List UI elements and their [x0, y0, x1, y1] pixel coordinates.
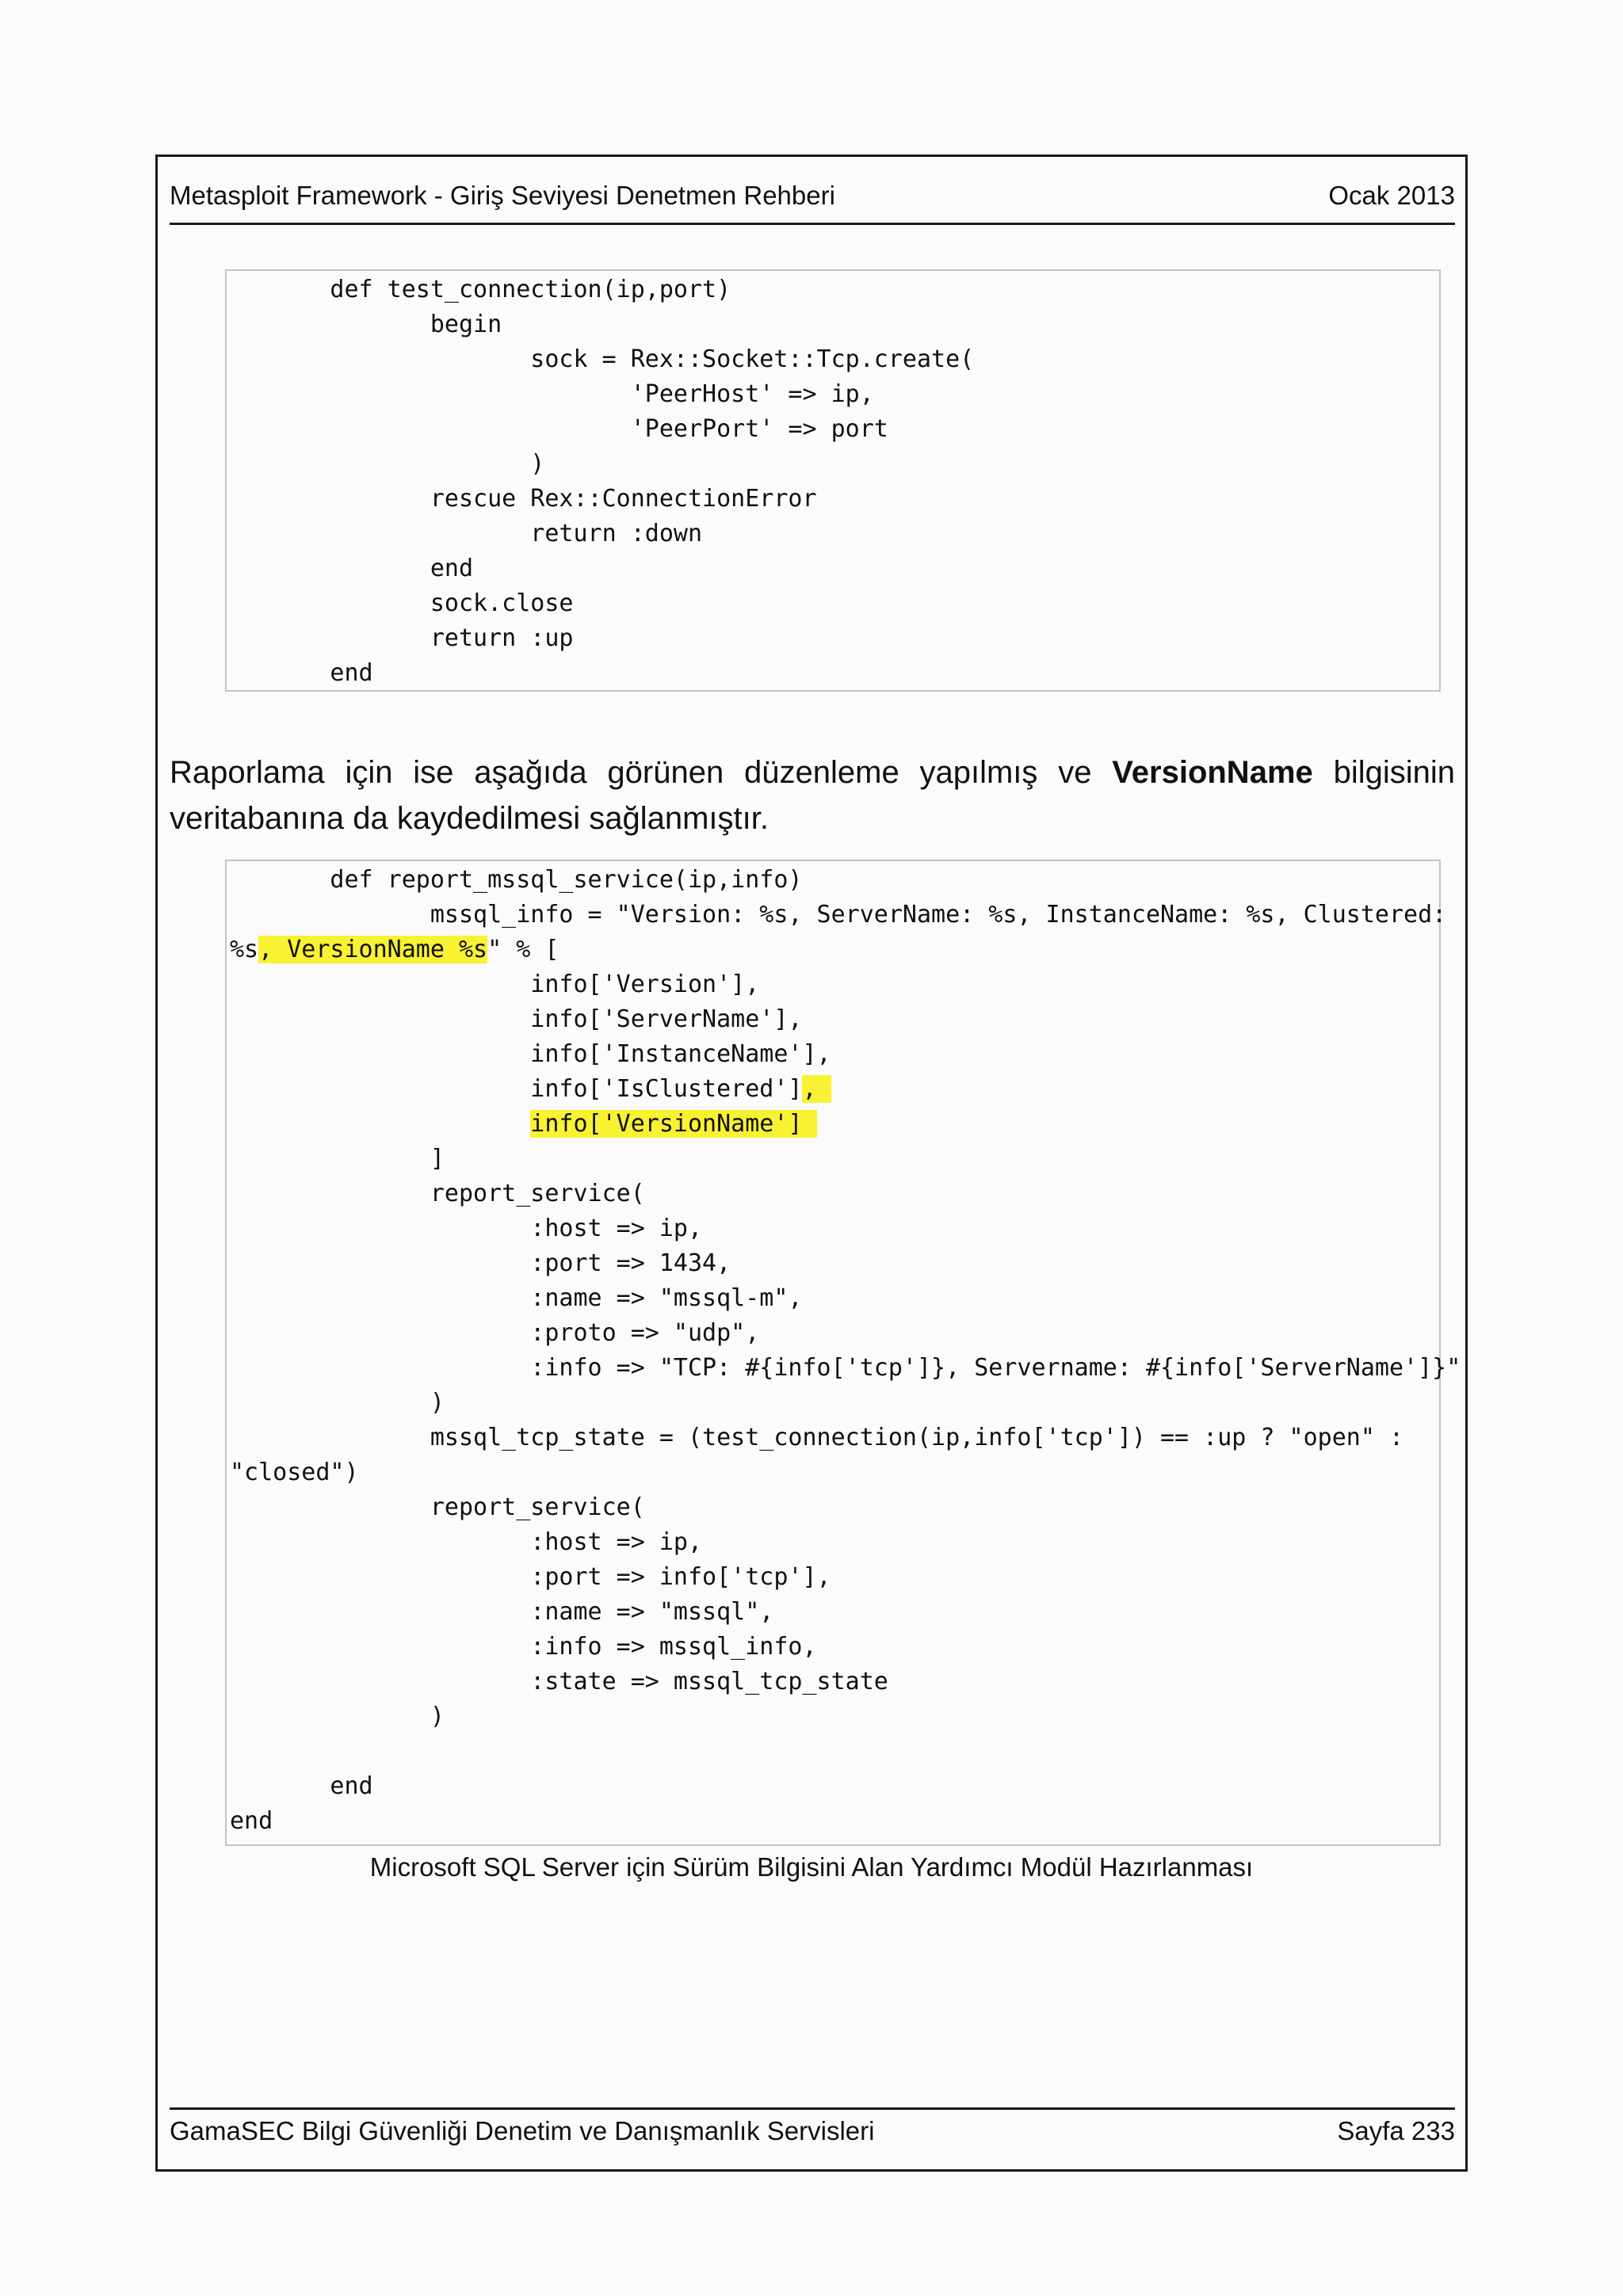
code-line: :info => mssql_info,: [230, 1633, 817, 1661]
highlighted-code: , VersionName %s: [258, 936, 488, 963]
highlighted-code: info['VersionName']: [530, 1110, 817, 1138]
code-line: ]: [230, 1145, 445, 1173]
code-line: "closed"): [230, 1459, 359, 1486]
code-text: " % [: [487, 936, 559, 963]
code-line: :host => ip,: [230, 1528, 703, 1556]
page-number: Sayfa 233: [1337, 2116, 1455, 2145]
code-indent: [230, 1110, 530, 1138]
code-line: return :down: [230, 520, 703, 547]
code-line: def report_mssql_service(ip,info): [230, 866, 803, 894]
highlighted-code: ,: [802, 1075, 831, 1103]
code-line: [230, 1072, 831, 1107]
paragraph-line-2: veritabanına da kaydedilmesi sağlanmıştır.: [170, 801, 769, 836]
code-line: mssql_tcp_state = (test_connection(ip,info['tcp']) == :up ? "open" :: [230, 1424, 1404, 1451]
page-footer: [170, 2107, 1455, 2149]
code-line: :name => "mssql",: [230, 1598, 774, 1626]
code-line: ): [230, 450, 545, 478]
code-line: :host => ip,: [230, 1215, 703, 1242]
code-line: [230, 933, 559, 967]
body-paragraph: [170, 749, 1455, 841]
code-line: end: [230, 555, 474, 582]
code-line: 'PeerPort' => port: [230, 415, 888, 443]
paragraph-text: bilgisinin: [1312, 755, 1455, 790]
code-line: ): [230, 1389, 445, 1417]
code-line: report_service(: [230, 1493, 645, 1521]
code-line: begin: [230, 311, 502, 338]
code-line: 'PeerHost' => ip,: [230, 380, 874, 408]
code-line: sock = Rex::Socket::Tcp.create(: [230, 345, 975, 373]
code-line: :proto => "udp",: [230, 1319, 760, 1347]
code-line: rescue Rex::ConnectionError: [230, 485, 817, 513]
code-line: return :up: [230, 624, 574, 652]
code-line: info['InstanceName'],: [230, 1040, 831, 1068]
paragraph-line-1: [170, 749, 1455, 795]
code-line: mssql_info = "Version: %s, ServerName: %s, InstanceName: %s, Clustered:: [230, 901, 1447, 929]
paragraph-bold-term: VersionName: [1112, 755, 1313, 790]
code-line: :name => "mssql-m",: [230, 1284, 803, 1312]
code-line: end: [230, 1807, 273, 1835]
code-line: :info => "TCP: #{info['tcp']}, Servername: #{info['ServerName']}": [230, 1354, 1461, 1382]
code-line: report_service(: [230, 1180, 645, 1207]
code-line: ): [230, 1703, 445, 1730]
page-header: [170, 176, 1455, 225]
code-line: info['Version'],: [230, 971, 760, 998]
code-line: :port => 1434,: [230, 1249, 731, 1277]
code-line: end: [230, 659, 373, 687]
code-text: %s: [230, 936, 259, 963]
code-text: info['IsClustered']: [230, 1075, 803, 1103]
code-line: end: [230, 1772, 373, 1800]
code-line: :port => info['tcp'],: [230, 1563, 831, 1591]
code-line: [230, 1107, 817, 1142]
document-title: Metasploit Framework - Giriş Seviyesi Denetmen Rehberi: [170, 181, 835, 210]
document-date: Ocak 2013: [1328, 181, 1455, 210]
code-line: def test_connection(ip,port): [230, 276, 731, 303]
code-line: sock.close: [230, 589, 574, 617]
paragraph-text: Raporlama için ise aşağıda görünen düzenleme yapılmış ve: [170, 755, 1113, 790]
code-block-test-connection: [225, 269, 1441, 692]
code-line: :state => mssql_tcp_state: [230, 1668, 888, 1695]
code-line: info['ServerName'],: [230, 1005, 803, 1033]
footer-company: GamaSEC Bilgi Güvenliği Denetim ve Danışmanlık Servisleri: [170, 2116, 875, 2145]
figure-caption: Microsoft SQL Server için Sürüm Bilgisini Alan Yardımcı Modül Hazırlanması: [369, 1852, 1254, 1882]
code-block-report-mssql-service: [225, 860, 1461, 1846]
